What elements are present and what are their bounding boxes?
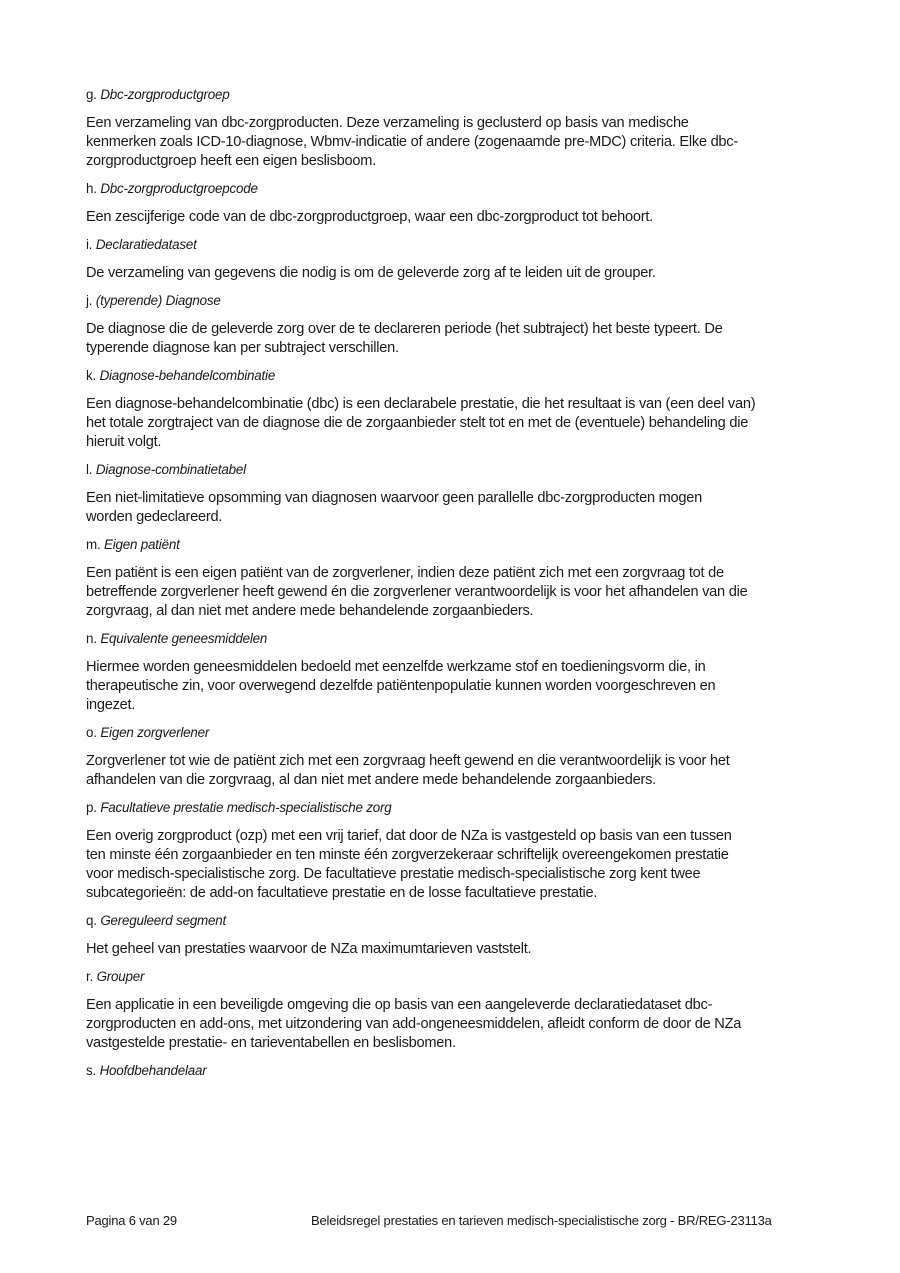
definition-text bbox=[86, 395, 816, 452]
definition-term bbox=[86, 912, 816, 930]
definition-term bbox=[86, 461, 816, 479]
definition-term bbox=[86, 180, 816, 198]
definition-entry bbox=[86, 180, 816, 227]
term-label: l. bbox=[86, 462, 93, 477]
definition-line: Een overig zorgproduct (ozp) met een vrij tarief, dat door de NZa is vastgesteld op basis van een tussen bbox=[86, 828, 732, 844]
definition-line: therapeutische zin, voor overwegend dezelfde patiëntenpopulatie kunnen worden voorgeschreven en bbox=[86, 678, 716, 694]
document-title: Beleidsregel prestaties en tarieven medisch-specialistische zorg - BR/REG-23113a bbox=[311, 1213, 772, 1228]
term-name: Hoofdbehandelaar bbox=[99, 1063, 207, 1078]
definition-line: Een niet-limitatieve opsomming van diagnosen waarvoor geen parallelle dbc-zorgproducten mogen bbox=[86, 490, 703, 506]
definition-line: kenmerken zoals ICD-10-diagnose, Wbmv-indicatie of andere (zogenaamde pre-MDC) criteria. Elke dbc- bbox=[86, 134, 738, 150]
definition-entry bbox=[86, 968, 816, 1053]
definition-term bbox=[86, 292, 816, 310]
definition-entry bbox=[86, 367, 816, 452]
definition-text bbox=[86, 940, 816, 959]
definition-line: ingezet. bbox=[86, 697, 136, 713]
definition-line: hieruit volgt. bbox=[86, 434, 162, 450]
term-label: j. bbox=[86, 293, 93, 308]
definition-term bbox=[86, 1062, 816, 1080]
term-name: Eigen patiënt bbox=[104, 537, 180, 552]
definition-text bbox=[86, 208, 816, 227]
definition-entry bbox=[86, 912, 816, 959]
definition-text bbox=[86, 320, 816, 358]
term-name: Diagnose-combinatietabel bbox=[95, 462, 246, 477]
document-body bbox=[86, 86, 816, 1090]
term-label: o. bbox=[86, 725, 97, 740]
definition-text bbox=[86, 114, 816, 171]
definition-line: typerende diagnose kan per subtraject verschillen. bbox=[86, 340, 399, 356]
term-name: (typerende) Diagnose bbox=[95, 293, 221, 308]
term-label: h. bbox=[86, 181, 97, 196]
term-label: k. bbox=[86, 368, 97, 383]
term-name: Eigen zorgverlener bbox=[100, 725, 210, 740]
term-name: Equivalente geneesmiddelen bbox=[100, 631, 268, 646]
term-label: p. bbox=[86, 800, 97, 815]
definition-text bbox=[86, 489, 816, 527]
definition-term bbox=[86, 968, 816, 986]
definition-entry bbox=[86, 461, 816, 527]
term-label: i. bbox=[86, 237, 93, 252]
term-label: s. bbox=[86, 1063, 97, 1078]
definition-line: Een zescijferige code van de dbc-zorgproductgroep, waar een dbc-zorgproduct tot behoort. bbox=[86, 209, 653, 225]
definition-entry bbox=[86, 236, 816, 283]
definition-term bbox=[86, 724, 816, 742]
definition-text bbox=[86, 264, 816, 283]
definition-entry bbox=[86, 536, 816, 621]
definition-line: Een applicatie in een beveiligde omgeving die op basis van een aangeleverde declaratiedataset dbc- bbox=[86, 997, 713, 1013]
definition-term bbox=[86, 630, 816, 648]
definition-entry bbox=[86, 799, 816, 903]
definition-line: zorgvraag, al dan niet met andere mede behandelende zorgaanbieders. bbox=[86, 603, 534, 619]
term-label: n. bbox=[86, 631, 97, 646]
definition-entry bbox=[86, 292, 816, 358]
definition-line: Hiermee worden geneesmiddelen bedoeld met eenzelfde werkzame stof en toedieningsvorm die, in bbox=[86, 659, 706, 675]
definition-entry bbox=[86, 630, 816, 715]
definition-text bbox=[86, 752, 816, 790]
definition-line: zorgproductgroep heeft een eigen beslisboom. bbox=[86, 153, 376, 169]
term-name: Dbc-zorgproductgroepcode bbox=[100, 181, 258, 196]
definition-entry bbox=[86, 1062, 816, 1080]
definition-line: Een patiënt is een eigen patiënt van de zorgverlener, indien deze patiënt zich met een zorgvraag tot de bbox=[86, 565, 724, 581]
definition-line: De verzameling van gegevens die nodig is om de geleverde zorg af te leiden uit de grouper. bbox=[86, 265, 656, 281]
definition-line: De diagnose die de geleverde zorg over de te declareren periode (het subtraject) het beste typeert. De bbox=[86, 321, 723, 337]
page-number: Pagina 6 van 29 bbox=[86, 1213, 177, 1228]
definition-line: worden gedeclareerd. bbox=[86, 509, 223, 525]
term-name: Facultatieve prestatie medisch-specialistische zorg bbox=[100, 800, 392, 815]
definition-line: ten minste één zorgaanbieder en ten minste één zorgverzekeraar schriftelijk overeengekomen prestatie bbox=[86, 847, 729, 863]
definition-line: afhandelen van die zorgvraag, al dan niet met andere mede behandelende zorgaanbieders. bbox=[86, 772, 656, 788]
definition-text bbox=[86, 996, 816, 1053]
definition-line: subcategorieën: de add-on facultatieve prestatie en de losse facultatieve prestatie. bbox=[86, 885, 598, 901]
term-label: r. bbox=[86, 969, 94, 984]
definition-line: Een verzameling van dbc-zorgproducten. Deze verzameling is geclusterd op basis van medische bbox=[86, 115, 689, 131]
definition-entry bbox=[86, 86, 816, 171]
definition-line: Een diagnose-behandelcombinatie (dbc) is een declarabele prestatie, die het resultaat is van (een deel van) bbox=[86, 396, 756, 412]
term-name: Gereguleerd segment bbox=[100, 913, 227, 928]
definition-term bbox=[86, 86, 816, 104]
definition-term bbox=[86, 536, 816, 554]
definition-line: betreffende zorgverlener heeft gewend én die zorgverlener verantwoordelijk is voor het afhandelen van die bbox=[86, 584, 748, 600]
definition-line: Het geheel van prestaties waarvoor de NZa maximumtarieven vaststelt. bbox=[86, 941, 532, 957]
term-name: Diagnose-behandelcombinatie bbox=[99, 368, 276, 383]
definition-line: vastgestelde prestatie- en tarieventabellen en beslisbomen. bbox=[86, 1035, 456, 1051]
definition-line: het totale zorgtraject van de diagnose die de zorgaanbieder stelt tot en met de (eventuele) behandeling die bbox=[86, 415, 749, 431]
term-name: Declaratiedataset bbox=[95, 237, 197, 252]
term-name: Dbc-zorgproductgroep bbox=[100, 87, 230, 102]
definition-term bbox=[86, 236, 816, 254]
definition-text bbox=[86, 658, 816, 715]
term-label: g. bbox=[86, 87, 97, 102]
definition-text bbox=[86, 564, 816, 621]
definition-line: zorgproducten en add-ons, met uitzondering van add-ongeneesmiddelen, afleidt conform de door de NZa bbox=[86, 1016, 742, 1032]
definition-term bbox=[86, 799, 816, 817]
definition-text bbox=[86, 827, 816, 903]
term-label: q. bbox=[86, 913, 97, 928]
term-name: Grouper bbox=[96, 969, 145, 984]
definition-entry bbox=[86, 724, 816, 790]
definition-line: voor medisch-specialistische zorg. De facultatieve prestatie medisch-specialistische zorg kent twee bbox=[86, 866, 701, 882]
definition-term bbox=[86, 367, 816, 385]
definition-line: Zorgverlener tot wie de patiënt zich met een zorgvraag heeft gewend en die verantwoordelijk is voor het bbox=[86, 753, 730, 769]
term-label: m. bbox=[86, 537, 101, 552]
